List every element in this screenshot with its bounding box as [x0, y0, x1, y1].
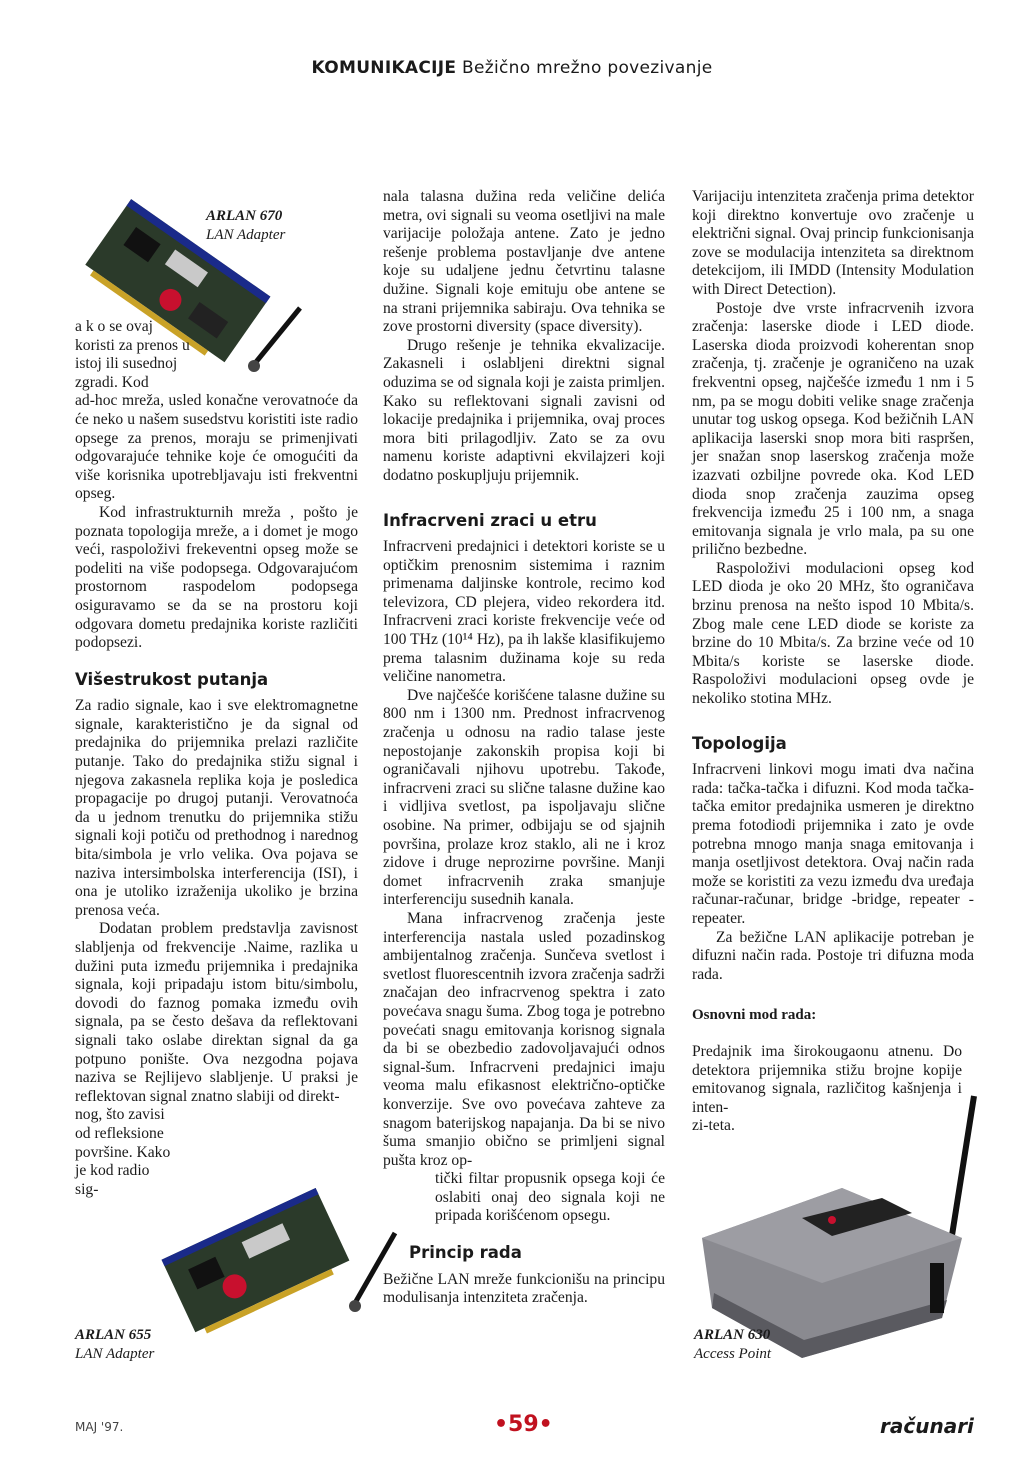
- col2-paragraph-6: Bežične LAN mreže funkcionišu na principu modulisanja intenziteta zračenja.: [383, 1270, 665, 1307]
- column-3: [692, 188, 974, 1136]
- col3-paragraph-1: Varijaciju intenziteta zračenja prima detektor koji direktno konvertuje ovo zračenje u električni signal. Ovaj princip funkcionisanja zove se modulacija intenziteta sa direktnom detekcijom, ili IMDD (Intensity Modulation with Direct Detection).: [692, 188, 974, 298]
- heading-multipath: Višestrukost putanja: [75, 669, 269, 689]
- col3-paragraph-5: Za bežične LAN aplikacije potreban je difuzni način rada. Postoje tri difuzna moda rada.: [692, 928, 974, 983]
- heading-infrared: Infracrveni zraci u etru: [383, 510, 597, 530]
- caption-arlan-630-desc: Access Point: [694, 1346, 772, 1362]
- heading-topology: Topologija: [692, 733, 787, 753]
- page-header: [0, 58, 1024, 78]
- column-2: [383, 188, 665, 1308]
- col2-paragraph-1: nala talasna dužina reda veličine delića metra, ovi signali su veoma osetljivi na male varijacije položaja antene. Zato je jedno rešenje problema postavljanje dve antene koje su udaljene jednu četvrtinu talasne dužine. Signali koje emituju obe antene se na strani prijemnika sabiraju. Ova tehnika se zove prostorni diversity (space diversity).: [383, 188, 665, 336]
- section-title: KOMUNIKACIJE: [311, 58, 457, 78]
- arlan-655-card-image: [150, 1178, 400, 1338]
- col3-paragraph-2: Postoje dve vrste infracrvenih izvora zračenja: laserske diode i LED diode. Laserska dioda proizvodi koherentan snop zračenja, tj. zračenje je ograničeno na uzak frekventni opseg, najčešće između 1 nm i 5 nm, pa se mogu dobiti velike snage zračenja unutar tog uskog opsega. Kod bežičnih LAN aplikacija laserski snop mora biti raspršen, jer snažan snop laserskog zračenja može izazvati ozbiljne povrede oka. Kod LED dioda snop zračenja zauzima opseg frekvencija između 25 i 100 nm, a snaga emitovanja signala je vrlo mala, pa su one prilično bezbedne.: [692, 299, 974, 559]
- col2-paragraph-4: Dve najčešće korišćene talasne dužine su 800 nm i 1300 nm. Prednost infracrvenog zračenja u odnosu na radio talase jeste nepostojanje zakonskih propisa koji bi ograničavali njihovu upotrebu. Takođe, infracrveni zraci su slične talasne dužine kao i vidljiva svetlost, pa ispoljavaju slične osobine. Na primer, odbijaju se od sjajnih površina, prolaze kroz staklo, ali ne i kroz zidove i druge neprozirne površine. Manji domet infracrvenih zraka smanjuje interferenciju susednih kanala.: [383, 686, 665, 909]
- arlan-630-access-point-image: [692, 1068, 982, 1358]
- footer-issue-date: MAJ '97.: [75, 1420, 124, 1434]
- caption-arlan-655-name: ARLAN 655: [75, 1327, 152, 1343]
- col1-paragraph-3: Za radio signale, kao i sve elektromagnetne signale, karakteristično je da signal od predajnika do prijemnika prelazi različite putanje. Tako do predajnika stižu signal i njegova zakasnela replika koja je posledica propagacije po drugoj putanji. Verovatnoća da u jednom trenutku do prijemnika stižu signali koji potiču od prethodnog i narednog bita/simbola je vrlo velika. Ova pojava se naziva intersimbolska interferencija (ISI), i ona je utoliko izraženija ukoliko je brzina prenosa veća.: [75, 697, 358, 919]
- col2-paragraph-3: Infracrveni predajnici i detektori koriste se u optičkim prenosnim sistemima i raznim primenama daljinske kontrole, recimo kod televizora, CD plejera, video rekordera itd. Infracrveni zraci koriste frekvencije veće od 100 THz (10¹⁴ Hz), pa ih lakše klasifikujemo prema talasnim dužinama koje su reda veličine nanometra.: [383, 538, 665, 686]
- col1-paragraph-4: Dodatan problem predstavlja zavisnost slabljenja od frekvencije .Naime, razlika u dužini puta između prijemnika i predajnika signala, koji pripadaju istom bitu/simbolu, dovodi do faznog pomaka između ovih signala, pa se često dešava da reflektovani signali tako oslabe direktan signal da ga potpuno ponište. Ova nezgodna pojava naziva se Rejlijevo slabljenje. U praksi je reflektovan signal znatno slabiji od direkt-: [75, 920, 358, 1105]
- footer-magazine-name: računari: [880, 1414, 974, 1438]
- col3-paragraph-6: Predajnik ima širokougaonu atnenu. Do detektora prijemnika stižu brojne kopije emitovanog signala, različitog kašnjenja i inten-: [692, 1042, 962, 1116]
- col3-paragraph-3: Raspoloživi modulacioni opseg kod LED dioda je oko 20 MHz, što ograničava brzinu prenosa na nešto ispod 10 Mbita/s. Zbog male cene LED diode se koriste za brzine do 10 Mbita/s. Za brzine veće od 10 Mbita/s koriste se laserske diode. Raspoloživi modulacioni opseg ovde je nekoliko stotina MHz.: [692, 559, 974, 708]
- caption-arlan-670: [206, 207, 285, 245]
- heading-principle: Princip rada: [409, 1243, 522, 1263]
- col2-paragraph-2: Drugo rešenje je tehnika ekvalizacije. Zakasneli i oslabljeni direktni signal oduzima se od signala koji je zaista primljen. Kako su reflektovani signali zavisni od lokacije predajnika i prijemnika, ovaj proces mora biti prilagodljiv. Zato se za ovu namenu koriste adaptivni ekvilajzeri koji dodatno poskupljuju prijemnik.: [383, 336, 665, 484]
- col2-paragraph-5: Mana infracrvenog zračenja jeste interferencija nastala usled pozadinskog ambijentalnog zračenja. Sunčeva svetlost i svetlost fluorescentnih izvora zračenja sadrži značajan deo infracrvenog spektra i zato povećava snagu šuma. Zbog toga je potrebno povećati snagu emitovanja korisnog signala da bi se obezbedio zadovoljavajući odnos signal-šum. Infracrveni predajnici imaju veoma malu efikasnost električno-optičke konverzije. Sve ovo povećava zahteve za snagom baterijskog napajanja. Da bi se nivo šuma smanjio obično se primljeni signal pušta kroz op-: [383, 909, 665, 1169]
- col1-paragraph-2: Kod infrastrukturnih mreža , pošto je poznata topologija mreže, a i domet je mogo veći, raspoloživi frekeventni opseg može se podeliti na više podopsega. Odgovarajućom prostornom raspodelom podopsega osiguravamo se da se na prostoru koji odgovara dometu predajnika koriste različiti podopsezi.: [75, 503, 358, 652]
- caption-arlan-670-name: ARLAN 670: [206, 208, 283, 224]
- caption-arlan-670-desc: LAN Adapter: [206, 227, 286, 243]
- col1-wrap-text: a k o se ovaj koristi za prenos u istoj ili susednoj zgradi. Kod: [75, 318, 190, 391]
- col1-paragraph-1: ad-hoc mreža, usled konačne verovatnoće da će neko u našem susedstvu koristiti iste radio opsege za prenos, moraju se primenjivati odgovarajuće tehnike koje će omogućiti da više korisnika upotrebljavaju isti frekventni opseg.: [75, 392, 358, 503]
- caption-arlan-655: [75, 1326, 154, 1364]
- column-1: [75, 318, 358, 1199]
- col1-paragraph-4-wrap: nog, što zavisi od refleksione površine. Kako je kod radio sig-: [75, 1106, 171, 1198]
- heading-basic-mode: Osnovni mod rada:: [692, 1007, 817, 1024]
- caption-arlan-630-name: ARLAN 630: [694, 1327, 771, 1343]
- caption-arlan-630: [694, 1326, 771, 1364]
- section-subtitle: Bežično mrežno povezivanje: [462, 58, 713, 78]
- caption-arlan-655-desc: LAN Adapter: [75, 1346, 155, 1362]
- col3-paragraph-6-wrap: zi-teta.: [692, 1117, 735, 1135]
- footer-page-number: •59•: [494, 1412, 553, 1437]
- col2-paragraph-5-wrap: tički filtar propusnik opsega koji će oslabiti onaj deo signala koji ne pripada korišćenom opsegu.: [435, 1170, 665, 1225]
- col3-paragraph-4: Infracrveni linkovi mogu imati dva načina rada: tačka-tačka i difuzni. Kod moda tačka-tačka emitor predajnika usmeren je direktno prema fotodiodi prijemnika i zato je ovde potrebna mnogo manja snaga emitovanja i manja osetljivost detektora. Ovaj način rada može se koristiti za vezu između dva uređaja računar-računar, bridge -bridge, repeater - repeater.: [692, 761, 974, 927]
